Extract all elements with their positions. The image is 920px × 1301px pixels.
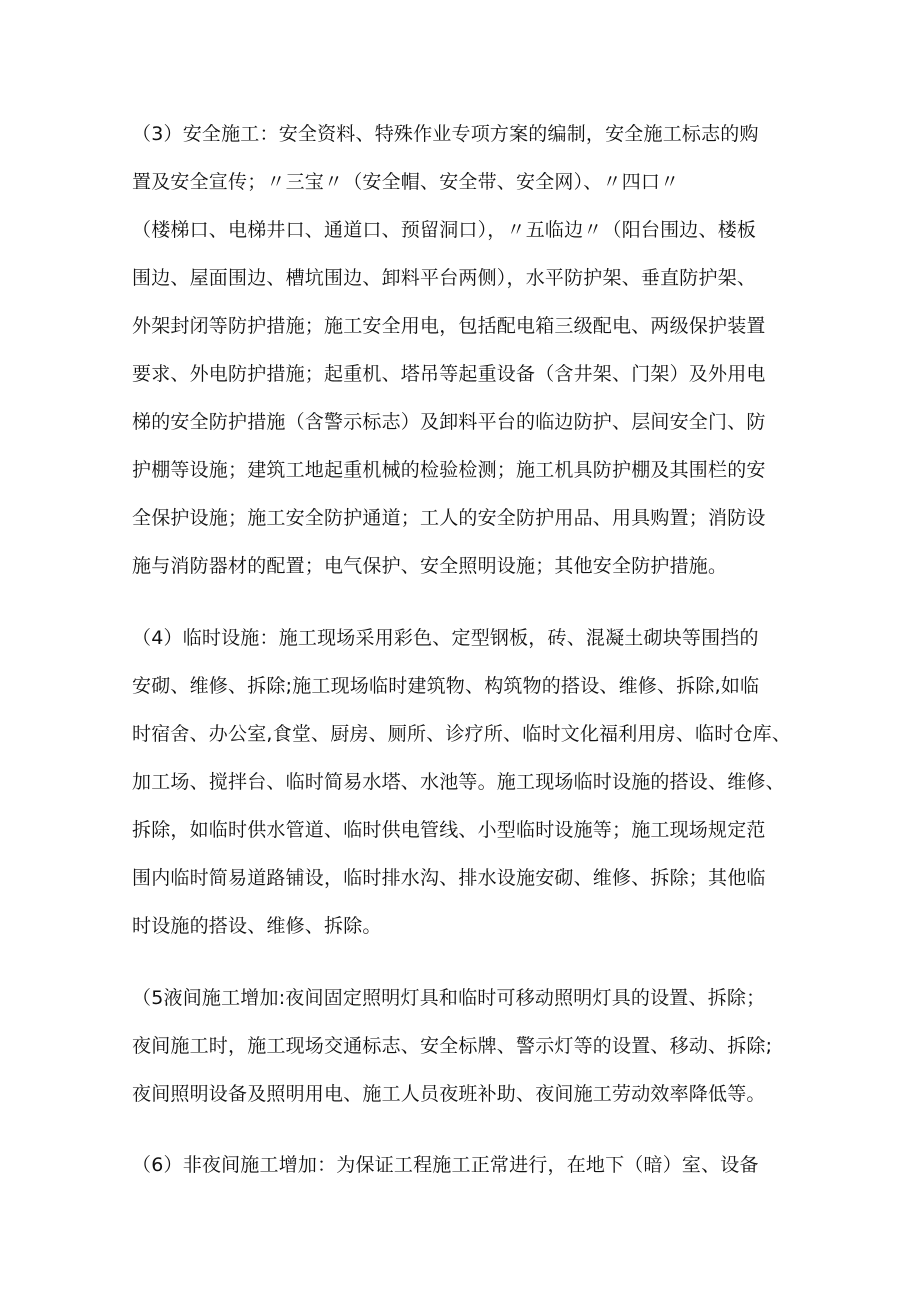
text-line: （5液间施工增加:夜间固定照明灯具和临时可移动照明灯具的设置、拆除； bbox=[132, 987, 766, 1009]
text-line: （4）临时设施：施工现场采用彩色、定型钢板，砖、混凝土砌块等围挡的 bbox=[132, 627, 759, 649]
text-line: 置及安全宣传；〃三宝〃（安全帽、安全带、安全网）、〃四口〃 bbox=[132, 171, 680, 193]
text-line: （3）安全施工：安全资料、特殊作业专项方案的编制，安全施工标志的购 bbox=[132, 123, 759, 145]
text-line: 护棚等设施；建筑工地起重机械的检验检测；施工机具防护棚及其围栏的安 bbox=[132, 459, 766, 481]
text-line: 拆除，如临时供水管道、临时供电管线、小型临时设施等；施工现场规定范 bbox=[132, 819, 766, 841]
text-line: 夜间照明设备及照明用电、施工人员夜班补助、夜间施工劳动效率降低等。 bbox=[132, 1083, 766, 1105]
text-line: 围内临时简易道路铺设，临时排水沟、排水设施安砌、维修、拆除；其他临 bbox=[132, 867, 766, 889]
text-line: 围边、屋面围边、槽坑围边、卸料平台两侧），水平防护架、垂直防护架、 bbox=[132, 267, 757, 289]
text-line: 时设施的搭设、维修、拆除。 bbox=[132, 915, 382, 937]
text-line: 夜间施工时，施工现场交通标志、安全标牌、警示灯等的设置、移动、拆除; bbox=[132, 1035, 773, 1057]
text-line: 外架封闭等防护措施；施工安全用电，包括配电箱三级配电、两级保护装置 bbox=[132, 315, 766, 337]
text-line: （6）非夜间施工增加：为保证工程施工正常进行，在地下（暗）室、设备 bbox=[132, 1154, 759, 1176]
text-line: 全保护设施；施工安全防护通道；工人的安全防护用品、用具购置；消防设 bbox=[132, 507, 766, 529]
text-line: 梯的安全防护措施（含警示标志）及卸料平台的临边防护、层间安全门、防 bbox=[132, 411, 766, 433]
text-line: 要求、外电防护措施；起重机、塔吊等起重设备（含井架、门架）及外用电 bbox=[132, 363, 766, 385]
text-line: （楼梯口、电梯井口、通道口、预留洞口），〃五临边〃（阳台围边、楼板 bbox=[132, 219, 757, 241]
text-line: 安砌、维修、拆除;施工现场临时建筑物、构筑物的搭设、维修、拆除,如临 bbox=[132, 675, 760, 697]
text-line: 施与消防器材的配置；电气保护、安全照明设施；其他安全防护措施。 bbox=[132, 555, 728, 577]
text-line: 时宿舍、办公室,食堂、厨房、厕所、诊疗所、临时文化福利用房、临时仓库、 bbox=[132, 723, 792, 745]
text-line: 加工场、搅拌台、临时简易水塔、水池等。施工现场临时设施的搭设、维修、 bbox=[132, 771, 785, 793]
